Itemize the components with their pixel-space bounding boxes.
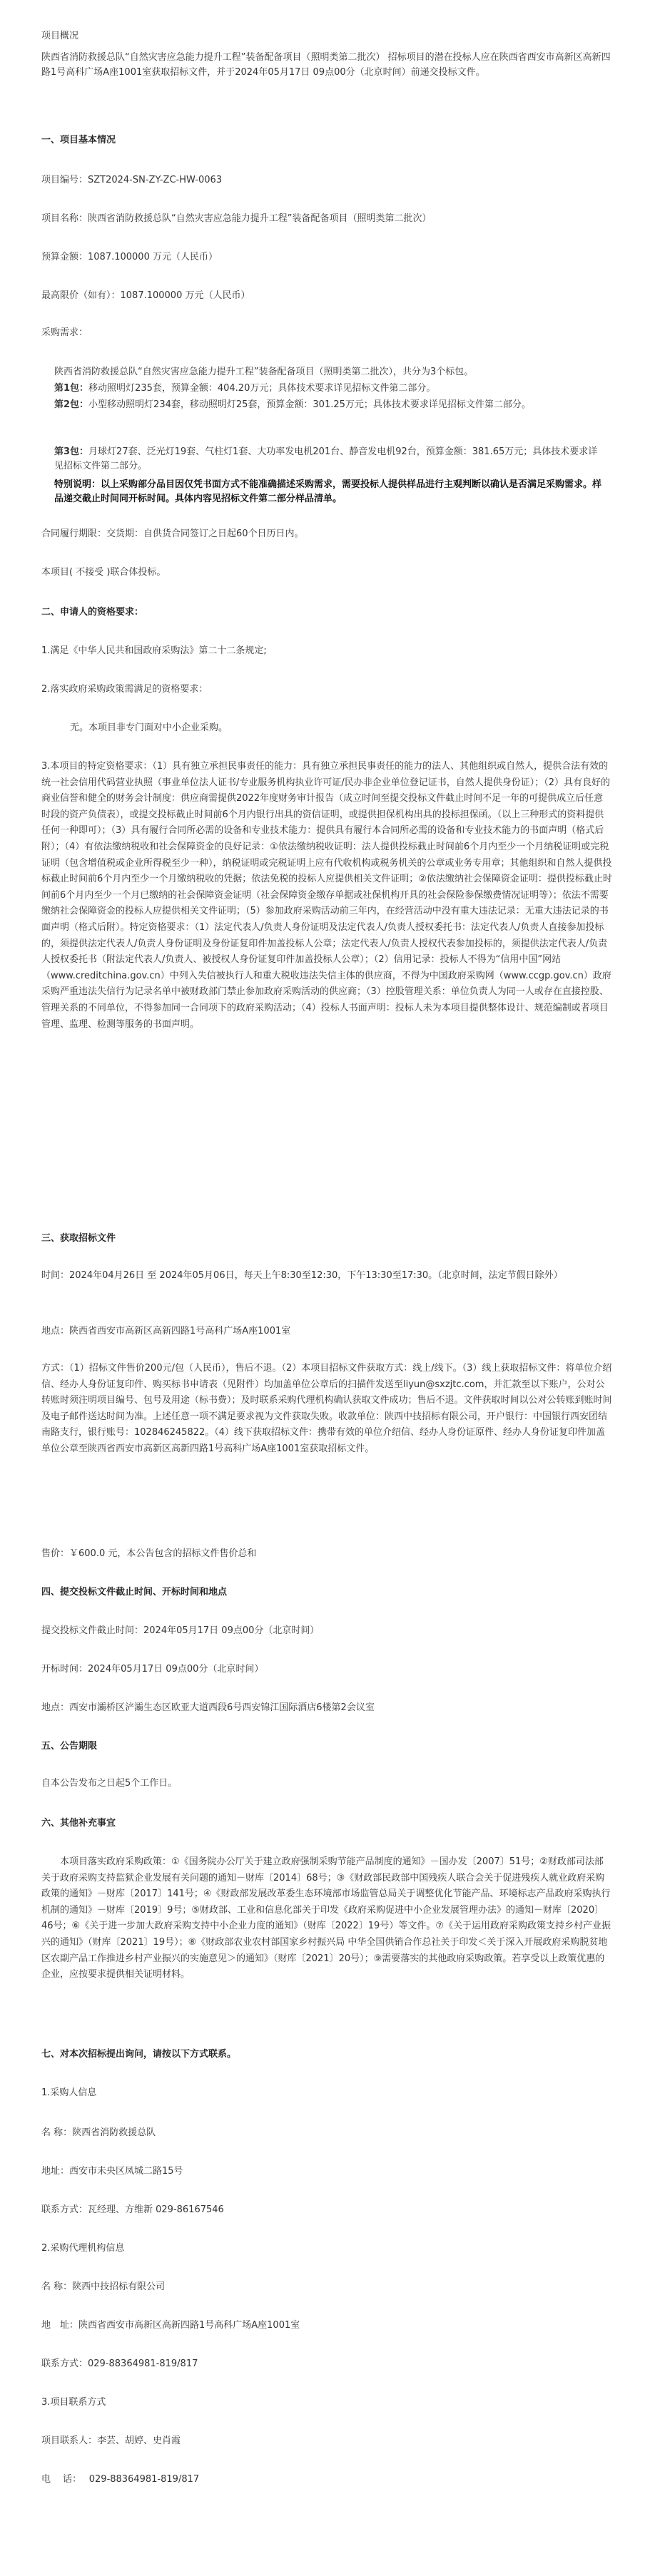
requirement-3: 3.本项目的特定资格要求：（1）具有独立承担民事责任的能力：具有独立承担民事责任的能力的法人、其他组织或自然人，提供合法有效的统一社会信用代码营业执照（事业单位法人证书/专业服务机构执业许可证/民办非企业单位登记证书，自然人提供身份证）；（2）具有良好的商业信誉和健全的财务会计制度：供应商需提供2022年度财务审计报告（成立时间至提交投标文件截止时间不足一年的可提供成立后任意时段的资产负债表），或提交投标截止时间前6个月内银行出具的资信证明，或提供担保机构出具的投标担保函。（以上三种形式的资料提供任何一种即可）；（3）具有履行合同所必需的设备和专业技术能力：提供具有履行本合同所必需的设备和专业技术能力的书面声明（格式后附）；（4）有依法缴纳税收和社会保障资金的良好记录：①依法缴纳税收证明：法人提供投标截止时间前6个月内至少一个月纳税证明或完税证明（包含增值税或企业所得税至少一种），纳税证明或完税证明上应有代收机构或税务机关的公章或业务专用章；其他组织和自然人提供投标截止时间前6个月内至少一个月缴纳税收的凭据；依法免税的投标人应提供相关文件证明；②依法缴纳社会保障资金证明：提供投标截止时间前6个月内至少一个月已缴纳的社会保障资金证明（社会保障资金缴存单据或社保机构开具的社会保险参保缴费情况证明等）；依法不需要缴纳社会保障资金的投标人应提供相关文件证明；（5）参加政府采购活动前三年内，在经营活动中没有重大违法记录：无重大违法记录的书面声明（格式后附）。特定资格要求：（1）法定代表人/负责人身份证明及法定代表人/负责人授权委托书：法定代表人/负责人直接参加投标的，须提供法定代表人/负责人身份证明及身份证复印件加盖投标人公章；法定代表人/负责人授权代表参加投标的，须提供法定代表人/负责人授权委托书（附法定代表人/负责人、被授权人身份证复印件加盖投标人公章）；（2）信用记录：投标人不得为“信用中国”网站（www.creditchina.gov.cn）中列入失信被执行人和重大税收违法失信主体的供应商，不得为中国政府采购网（www.ccgp.gov.cn）政府采购严重违法失信行为记录名单中被财政部门禁止参加政府采购活动的供应商；（3）控股管理关系：单位负责人为同一人或存在直接控股、管理关系的不同单位，不得参加同一合同项下的政府采购活动；（4）投标人书面声明：投标人未为本项目提供整体设计、规范编制或者项目管理、监理、检测等服务的书面声明。: [41, 761, 612, 1030]
requirement-1: 1.满足《中华人民共和国政府采购法》第二十二条规定;: [41, 645, 267, 656]
requirement-2-detail: 无。本项目非专门面对中小企业采购。: [70, 722, 228, 733]
budget-amount: 预算金额：1087.100000 万元（人民币）: [41, 252, 218, 262]
agency-info-title: 2.采购代理机构信息: [41, 2243, 125, 2254]
package-1: [54, 382, 605, 396]
package-2: [54, 398, 605, 412]
special-note: [54, 478, 605, 506]
section-6-title: 六、其他补充事宜: [41, 1818, 116, 1829]
overview-heading: 项目概况: [41, 31, 79, 41]
section-4-title: 四、提交投标文件截止时间、开标时间和地点: [41, 1587, 228, 1598]
agency-contact: 联系方式：029-88364981-819/817: [41, 2358, 198, 2369]
purchaser-name: 名 称：陕西省消防救援总队: [41, 2127, 156, 2138]
project-contact-people: 项目联系人：李芸、胡婷、史肖霞: [41, 2436, 181, 2446]
purchaser-address: 地址：西安市未央区凤城二路15号: [41, 2166, 183, 2177]
consortium-note: 本项目( 不接受 )联合体投标。: [41, 567, 166, 578]
package-2-text: 小型移动照明灯234套，移动照明灯25套，预算金额：301.25万元；具体技术要求详见招标文件第二部分。: [88, 399, 531, 410]
overview-text: 陕西省消防救援总队“自然灾害应急能力提升工程”装备配备项目（照明类第二批次） 招标项目的潜在投标人应在陕西省西安市高新区高新四路1号高科广场A座1001室获取招标文件，并于2024年05月17日 09点00分（北京时间）前递交投标文件。: [41, 52, 611, 78]
project-contact-title: 3.项目联系方式: [41, 2397, 106, 2408]
section-1-title: 一、项目基本情况: [41, 135, 116, 145]
requirements-label: 采购需求：: [41, 327, 88, 338]
project-contact-phone: 电 话： 029-88364981-819/817: [41, 2474, 200, 2485]
package-1-label: 第1包：: [54, 383, 89, 394]
section-7-title: 七、对本次招标提出询问，请按以下方式联系。: [41, 2049, 237, 2060]
agency-address: 地 址：陕西省西安市高新区高新四路1号高科广场A座1001室: [41, 2320, 300, 2331]
section-5-title: 五、公告期限: [41, 1741, 98, 1752]
purchaser-contact: 联系方式：瓦经理、方维新 029-86167546: [41, 2204, 224, 2215]
package-3-label: 第3包：: [54, 446, 89, 457]
project-name: 项目名称：陕西省消防救援总队“自然灾害应急能力提升工程”装备配备项目（照明类第二批次）: [41, 213, 432, 224]
acquire-time: 时间：2024年04月26日 至 2024年05月06日，每天上午8:30至12:30，下午13:30至17:30。（北京时间，法定节假日除外）: [41, 1270, 563, 1281]
document-price: 售价：￥600.0 元，本公告包含的招标文件售价总和: [41, 1548, 257, 1559]
package-3: [54, 445, 605, 474]
max-price: 最高限价（如有）：1087.100000 万元（人民币）: [41, 290, 250, 301]
special-note-text: 以上采购部分品目因仅凭书面方式不能准确描述采购需求，需要投标人提供样品进行主观判断以确认是否满足采购需求。样品递交截止时间同开标时间。具体内容见招标文件第二部分样品清单。: [54, 479, 602, 504]
requirement-2: 2.落实政府采购政策需满足的资格要求：: [41, 684, 208, 695]
opening-time: 开标时间：2024年05月17日 09点00分（北京时间）: [41, 1664, 264, 1675]
agency-name: 名 称：陕西中技招标有限公司: [41, 2281, 166, 2292]
project-number: 项目编号：SZT2024-SN-ZY-ZC-HW-0063: [41, 175, 223, 185]
requirements-intro: 陕西省消防救援总队“自然灾害应急能力提升工程”装备配备项目（照明类第二批次），共分为3个标包。: [54, 367, 474, 377]
acquire-place: 地点：陕西省西安市高新区高新四路1号高科广场A座1001室: [41, 1326, 291, 1336]
package-3-text: 月球灯27套、泛光灯19套、气柱灯1套、大功率发电机201台、静音发电机92台，预算金额：381.65万元；具体技术要求详见招标文件第二部分。: [54, 446, 598, 471]
announcement-period: 自本公告发布之日起5个工作日。: [41, 1778, 178, 1789]
section-3-title: 三、获取招标文件: [41, 1233, 116, 1244]
section-2-title: 二、申请人的资格要求：: [41, 607, 144, 618]
opening-place: 地点：西安市灞桥区浐灞生态区欧亚大道西段6号西安锦江国际酒店6楼第2会议室: [41, 1702, 375, 1713]
contract-period: 合同履行期限：交货期：自供货合同签订之日起60个日历日内。: [41, 528, 304, 539]
policy-text: 本项目落实政府采购政策：①《国务院办公厅关于建立政府强制采购节能产品制度的通知》－国办发〔2007〕51号；②财政部司法部关于政府采购支持监狱企业发展有关问题的通知－财库〔2014〕68号；③《财政部民政部中国残疾人联合会关于促进残疾人就业政府采购政策的通知》－财库〔2017〕141号；④《财政部发展改革委生态环境部市场监管总局关于调整优化节能产品、环境标志产品政府采购执行机制的通知》－财库〔2019〕9号；⑤财政部、工业和信息化部关于印发《政府采购促进中小企业发展管理办法》的通知－财库〔2020〕46号；⑥《关于进一步加大政府采购支持中小企业力度的通知》（财库〔2022〕19号）等文件。⑦《关于运用政府采购政策支持乡村产业振兴的通知》（财库〔2021〕19号）；⑧《财政部农业农村部国家乡村振兴局 中华全国供销合作总社关于印发＜关于深入开展政府采购脱贫地区农副产品工作推进乡村产业振兴的实施意见＞的通知》（财库〔2021〕20号）；⑨需要落实的其他政府采购政策。若享受以上政策优惠的企业，应按要求提供相关证明材料。: [41, 1856, 611, 1980]
acquire-method: 方式：（1）招标文件售价200元/包（人民币），售后不退。（2）本项目招标文件获取方式：线上/线下。（3）线上获取招标文件：将单位介绍信、经办人身份证复印件、购买标书申请表（见附件）均加盖单位公章后的扫描件发送至liyun@sxzjtc.com，并汇款至以下账户，公对公转账时须注明项目编号、包号及用途（标书费）；及时联系采购代理机构确认获取文件成功；售后不退。文件获取时间以公对公转账到账时间及电子邮件送达时间为准。上述任意一项不满足要求视为文件获取失败。收款单位：陕西中技招标有限公司，开户银行：中国银行西安团结南路支行，银行账号：102846245822。（4）线下获取招标文件：携带有效的单位介绍信、经办人身份证原件、经办人身份证复印件加盖单位公章至陕西省西安市高新区高新四路1号高科广场A座1001室获取招标文件。: [41, 1363, 612, 1454]
purchaser-info-title: 1.采购人信息: [41, 2087, 97, 2098]
special-note-label: 特别说明：: [54, 479, 101, 490]
submission-deadline: 提交投标文件截止时间：2024年05月17日 09点00分（北京时间）: [41, 1625, 320, 1636]
package-2-label: 第2包：: [54, 399, 89, 410]
package-1-text: 移动照明灯235套，预算金额：404.20万元；具体技术要求详见招标文件第二部分。: [88, 383, 436, 394]
